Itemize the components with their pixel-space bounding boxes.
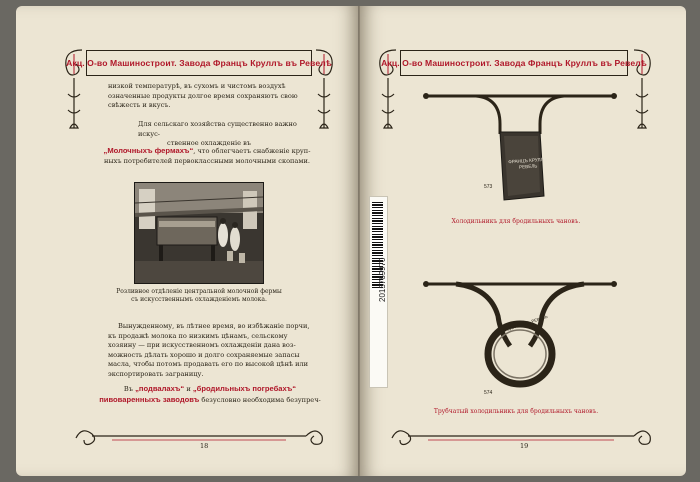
barcode-number: 2015769970 <box>378 257 387 302</box>
figure-number-574: 574 <box>484 390 493 396</box>
cooler-573-illustration <box>420 88 620 204</box>
plate-text: ФРАНЦЪ КРУЛЛЪ <box>508 156 548 165</box>
dairy-farms-title: „Молочныхъ фермахъ“ <box>103 146 194 155</box>
text-line: Вынужденному, въ лѣтнее время, во избѣжаніе порчи, <box>118 322 310 330</box>
text-line: хозяину — при искусственномъ охлажденіи дана воз- <box>108 341 296 350</box>
breweries-title: пивоваренныхъ заводовъ <box>99 394 200 404</box>
text-line: масла, чтобы потомъ продавать его по высокой цѣнѣ или <box>108 360 309 369</box>
cellar-paragraph <box>92 384 328 405</box>
right-page <box>360 6 686 476</box>
header-title: Акц. О-во Машиностроит. Завода Францъ Круллъ въ Ревелѣ <box>381 58 647 68</box>
page-number-left: 18 <box>200 442 209 450</box>
page-number-right: 19 <box>520 442 529 450</box>
text-line: ственное охлажденіе въ <box>167 139 251 148</box>
text-run: и <box>186 385 191 393</box>
header-title: Акц. О-во Машиностроит. Завода Францъ Круллъ въ Ревелѣ <box>66 58 332 68</box>
paragraph-1 <box>108 82 310 111</box>
dairy-photo <box>134 182 264 284</box>
footer-ornament-left-icon <box>72 424 326 458</box>
plate-text: РЕВЕЛЬ <box>518 163 538 170</box>
tube-cooler-574-illustration <box>420 276 620 396</box>
figure-caption-574: Трубчатый холодильникъ для бродильныхъ чановъ. <box>433 408 599 415</box>
text-line: можность дѣлать хорошо и долго сохраняемые запасы <box>108 350 300 359</box>
page-header-left <box>66 50 332 76</box>
dairy-paragraph <box>92 146 322 166</box>
page-header-right <box>381 50 647 76</box>
cellars-title: „подвалахъ“ <box>135 384 185 393</box>
text-run: Въ <box>123 385 133 393</box>
text-line: ныхъ потребителей первоклассными молочными скопами. <box>104 156 310 165</box>
fermenting-cellars-title: „бродильныхъ погребахъ“ <box>192 384 297 393</box>
text-line: Для сельскаго хозяйства существенно важно искус- <box>138 120 297 138</box>
caption-line: Розливное отдѣленіе центральной молочной фермы <box>116 288 282 295</box>
figure-caption-573: Холодильникъ для бродильныхъ чановъ. <box>451 218 581 225</box>
footer-ornament-right-icon <box>388 424 654 458</box>
text-run: безусловно необходима безупреч- <box>201 395 321 404</box>
ring-label: ФРАНЦЪ КРУЛЛЪ РЕВЕЛЬ <box>495 313 549 336</box>
figure-number-573: 573 <box>484 184 493 190</box>
text-line: означенные продукты долгое время сохраняютъ свою <box>108 91 298 100</box>
text-line: экспортировать заграницу. <box>108 369 204 378</box>
paragraph-3 <box>108 322 314 380</box>
text-line: къ продажѣ молока по низкимъ цѣнамъ, сельскому <box>108 331 288 340</box>
caption-line: съ искусственнымъ охлажденіемъ молока. <box>131 296 267 304</box>
text-line: свѣжесть и вкусъ. <box>108 101 171 110</box>
photo-caption <box>108 288 290 305</box>
text-line: низкой температурѣ, въ сухомъ и чистомъ воздухѣ <box>108 82 286 90</box>
paragraph-2 <box>108 120 310 149</box>
text-line: , что облегчаетъ снабженіе круп- <box>193 147 311 155</box>
left-page <box>16 6 358 476</box>
